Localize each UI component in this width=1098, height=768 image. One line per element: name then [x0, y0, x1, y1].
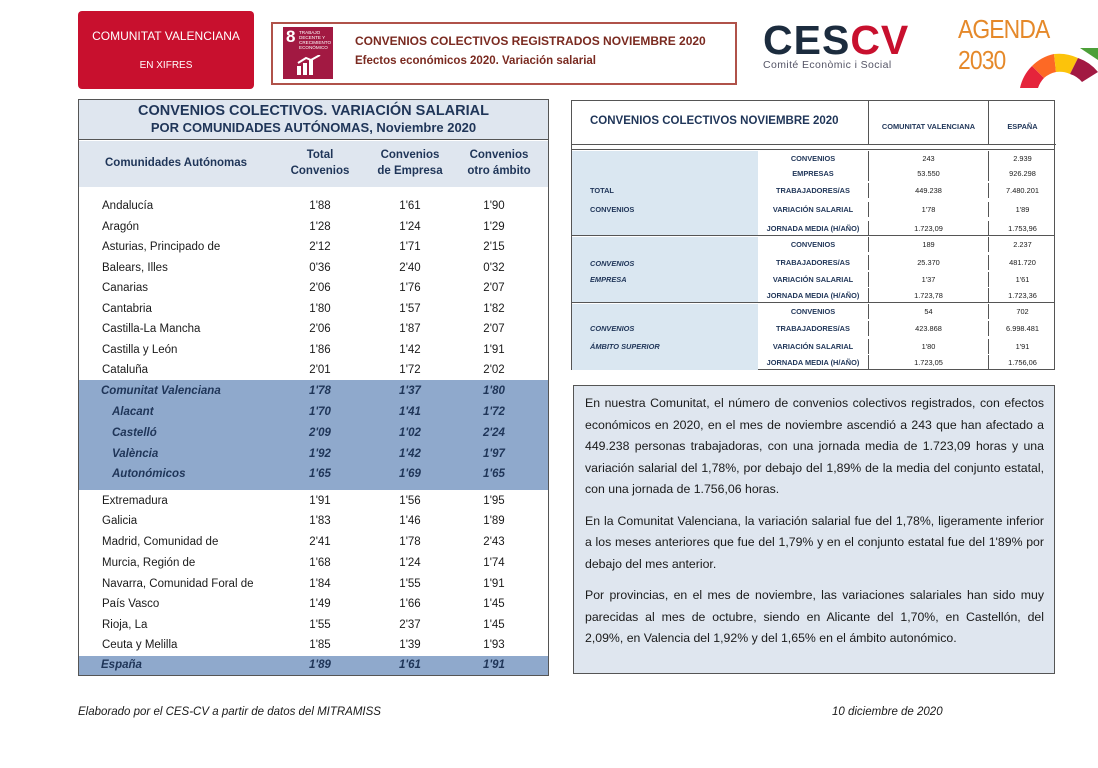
table-row: Canarias 2'06 1'76 2'07: [102, 282, 505, 294]
commentary-paragraph-3: Por provincias, en el mes de noviembre, las variaciones salariales han sido muy parecidas al mes de octubre, siendo en Alicante del 1,70%, en Castellón, del 2,09%, en Valencia del 1,92% y del 1,65% en el ámbito autonómico.: [585, 588, 1044, 645]
sdg-wheel-icon: [1010, 48, 1098, 94]
col-header-total: [285, 147, 355, 179]
logo-ces: CES: [763, 17, 851, 63]
list-item: VARIACIÓN SALARIAL 1'80 1'91: [758, 339, 1056, 354]
table-row: Alacant 1'70 1'41 1'72: [112, 406, 505, 418]
table-row: España 1'89 1'61 1'91: [101, 659, 505, 671]
badge-line1: COMUNITAT VALENCIANA: [92, 29, 240, 43]
document-subtitle: Efectos económicos 2020. Variación salarial: [355, 55, 596, 67]
commentary-paragraph-1: En nuestra Comunitat, el número de convenios colectivos registrados, con efectos económicos en 2020, en el mes de noviembre ascendió a 243 que han afectado a 449.238 personas trabajadoras, con una jornada media de 1.723,09 horas y una variación salarial del 1,78%, por debajo del 1,89% de la media del conjunto estatal, con una jornada de 1.756,06 horas.: [585, 396, 1044, 496]
group-label1: TOTAL: [590, 186, 614, 195]
list-item: JORNADA MEDIA (H/AÑO) 1.723,78 1.723,36: [758, 288, 1056, 303]
table-title-line2: POR COMUNIDADES AUTÓNOMAS, Noviembre 2020: [150, 120, 477, 135]
list-item: EMPRESAS 53.550 926.298: [758, 166, 1056, 181]
table-row: País Vasco 1'49 1'66 1'45: [102, 598, 505, 610]
group-total: [572, 151, 1054, 236]
list-item: CONVENIOS 54 702: [758, 304, 1056, 319]
sdg-text: TRABAJO DECENTE Y CRECIMIENTO ECONÓMICO: [299, 30, 332, 50]
table-row: Comunitat Valenciana 1'78 1'37 1'80: [101, 385, 505, 397]
growth-chart-icon: [296, 55, 322, 75]
col-header-total-line1: Total: [306, 149, 334, 161]
cescv-logo: [763, 17, 925, 76]
col-header-otro: [459, 147, 539, 179]
col-header-cv: COMUNITAT VALENCIANA: [868, 101, 988, 145]
group-ambito-superior: [572, 304, 1054, 370]
table-row: Castelló 2'09 1'02 2'24: [112, 427, 505, 439]
col-header-otro-line2: otro ámbito: [467, 165, 531, 177]
summary-table-title: CONVENIOS COLECTIVOS NOVIEMBRE 2020: [572, 101, 868, 145]
table-title: [79, 100, 548, 140]
group-label1: CONVENIOS: [590, 259, 635, 268]
table-row: Castilla y León 1'86 1'42 1'91: [102, 344, 505, 356]
header-gap: [572, 145, 1054, 150]
table-row: Cataluña 2'01 1'72 2'02: [102, 364, 505, 376]
badge-line2: EN XIFRES: [139, 60, 193, 71]
table-row: Asturias, Principado de 2'12 1'71 2'15: [102, 241, 505, 253]
table-row: Andalucía 1'88 1'61 1'90: [102, 200, 505, 212]
logo-cv: CV: [850, 17, 910, 63]
table-title-line1: CONVENIOS COLECTIVOS. VARIACIÓN SALARIAL: [138, 103, 489, 119]
publication-date: 10 diciembre de 2020: [832, 706, 943, 718]
list-item: JORNADA MEDIA (H/AÑO) 1.723,09 1.753,96: [758, 221, 1056, 236]
table-row: Galicia 1'83 1'46 1'89: [102, 515, 505, 527]
col-header-es: ESPAÑA: [988, 101, 1056, 145]
col-header-otro-line1: Convenios: [469, 149, 529, 161]
commentary-box: [573, 385, 1055, 674]
col-header-region: Comunidades Autónomas: [105, 157, 248, 169]
document-title: CONVENIOS COLECTIVOS REGISTRADOS NOVIEMBRE 2020: [355, 34, 706, 48]
group-label2: CONVENIOS: [590, 205, 635, 214]
group-label1: CONVENIOS: [590, 324, 635, 333]
table-row: Castilla-La Mancha 2'06 1'87 2'07: [102, 323, 505, 335]
table-row: Balears, Illes 0'36 2'40 0'32: [102, 262, 505, 274]
table-row: Cantabria 1'80 1'57 1'82: [102, 303, 505, 315]
table-row: Aragón 1'28 1'24 1'29: [102, 221, 505, 233]
logo-subtitle: Comité Econòmic i Social: [763, 59, 892, 71]
col-header-empresa-line2: de Empresa: [377, 165, 443, 177]
group-label2: EMPRESA: [590, 275, 627, 284]
group-empresa: [572, 237, 1054, 303]
table-row: Murcia, Región de 1'68 1'24 1'74: [102, 557, 505, 569]
table-row: Navarra, Comunidad Foral de 1'84 1'55 1'91: [102, 578, 505, 590]
list-item: CONVENIOS 243 2.939: [758, 151, 1056, 166]
list-item: TRABAJADORES/AS 423.868 6.998.481: [758, 321, 1056, 336]
table-column-headers: [79, 141, 548, 187]
sdg-8-icon: [283, 27, 333, 79]
list-item: TRABAJADORES/AS 25.370 481.720: [758, 255, 1056, 270]
table-row: València 1'92 1'42 1'97: [112, 448, 505, 460]
agenda-2030-logo: AGENDA 2030: [958, 14, 1049, 75]
cv-en-xifres-badge: [78, 11, 254, 89]
col-header-empresa-line1: Convenios: [380, 149, 440, 161]
table-row: Autonómicos 1'65 1'69 1'65: [112, 468, 505, 480]
col-header-empresa: [375, 147, 445, 179]
group-label2: ÁMBITO SUPERIOR: [590, 342, 660, 351]
list-item: CONVENIOS 189 2.237: [758, 237, 1056, 252]
source-note: Elaborado por el CES-CV a partir de datos del MITRAMISS: [78, 706, 381, 718]
table-row: Ceuta y Melilla 1'85 1'39 1'93: [102, 639, 505, 651]
commentary-paragraph-2: En la Comunitat Valenciana, la variación salarial fue del 1,78%, ligeramente inferior a los meses anteriores que fue del 1,79% y en el conjunto estatal fue del 1'89% por debajo del mes anterior.: [585, 513, 1044, 571]
agreements-summary-table: [571, 100, 1055, 370]
list-item: VARIACIÓN SALARIAL 1'78 1'89: [758, 202, 1056, 217]
list-item: TRABAJADORES/AS 449.238 7.480.201: [758, 183, 1056, 198]
list-item: JORNADA MEDIA (H/AÑO) 1.723,05 1.756,06: [758, 355, 1056, 370]
document-title-box: [271, 22, 737, 85]
col-header-total-line2: Convenios: [290, 165, 350, 177]
table-row: Rioja, La 1'55 2'37 1'45: [102, 619, 505, 631]
wage-variation-table: [78, 99, 549, 676]
list-item: VARIACIÓN SALARIAL 1'37 1'61: [758, 272, 1056, 287]
table-row: Extremadura 1'91 1'56 1'95: [102, 495, 505, 507]
table-row: Madrid, Comunidad de 2'41 1'78 2'43: [102, 536, 505, 548]
sdg-number: 8: [286, 27, 296, 46]
